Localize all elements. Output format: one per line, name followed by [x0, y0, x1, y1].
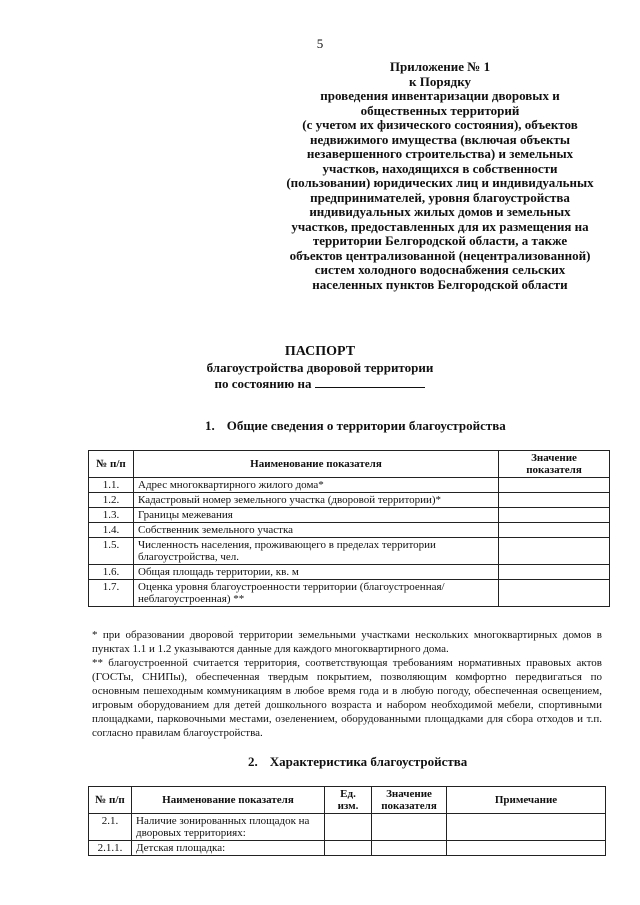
appendix-line: проведения инвентаризации дворовых и [320, 88, 560, 103]
row-note [447, 841, 606, 856]
appendix-line: недвижимого имущества (включая объекты [309, 131, 571, 147]
row-name: Собственник земельного участка [134, 523, 499, 538]
row-value [499, 538, 610, 565]
row-name: Оценка уровня благоустроенности территории (благоустроенная/ неблагоустроенная) ** [134, 580, 499, 607]
table-row [89, 841, 606, 856]
passport-title: ПАСПОРТ [284, 344, 356, 359]
row-num: 1.2. [89, 493, 134, 508]
row-num: 1.4. [89, 523, 134, 538]
appendix-line: территории Белгородской области, а также [312, 233, 568, 248]
row-value [499, 565, 610, 580]
row-unit [325, 814, 372, 841]
row-num: 1.6. [89, 565, 134, 580]
row-num: 2.1. [89, 814, 132, 841]
table-row [89, 508, 610, 523]
general-info-table [88, 450, 610, 607]
row-num: 1.7. [89, 580, 134, 607]
appendix-header [270, 60, 610, 292]
appendix-line: предпринимателей, уровня благоустройства [310, 189, 570, 205]
row-num: 1.5. [89, 538, 134, 565]
characteristics-table [88, 786, 606, 856]
row-note [447, 814, 606, 841]
row-name: Кадастровый номер земельного участка (дворовой территории)* [134, 493, 499, 508]
table-header-row [89, 451, 610, 478]
row-value [499, 508, 610, 523]
table-header-row [89, 787, 606, 814]
appendix-line: участков, предоставленных для их размещения на [291, 218, 589, 234]
section-2-heading [248, 754, 467, 770]
appendix-line: систем холодного водоснабжения сельских [314, 262, 566, 277]
passport-subtitle-block [0, 360, 640, 391]
col-header-note: Примечание [447, 787, 606, 814]
col-header-value: Значение показателя [499, 451, 610, 478]
section-1-number: 1. [205, 418, 215, 433]
col-header-value: Значение показателя [372, 787, 447, 814]
row-unit [325, 841, 372, 856]
row-value [499, 478, 610, 493]
appendix-line: (пользовании) юридических лиц и индивидуальных [286, 175, 594, 190]
col-header-num: № п/п [89, 451, 134, 478]
row-num: 1.1. [89, 478, 134, 493]
row-num: 2.1.1. [89, 841, 132, 856]
passport-as-of [0, 375, 640, 391]
table-row [89, 580, 610, 607]
footnotes [92, 628, 602, 740]
row-name: Общая площадь территории, кв. м [134, 565, 499, 580]
table-row [89, 565, 610, 580]
table-row [89, 523, 610, 538]
row-name: Детская площадка: [132, 841, 325, 856]
appendix-line: (с учетом их физического состояния), объектов [302, 117, 578, 132]
row-value [372, 814, 447, 841]
table-row [89, 814, 606, 841]
passport-subtitle: благоустройства дворовой территории [206, 360, 434, 375]
col-header-name: Наименование показателя [132, 787, 325, 814]
appendix-line: общественных территорий [360, 102, 520, 118]
appendix-line: незавершенного строительства) и земельных [306, 146, 574, 161]
appendix-line: индивидуальных жилых домов и земельных [309, 204, 571, 219]
appendix-line: населенных пунктов Белгородской области [312, 276, 568, 292]
section-2-title: Характеристика благоустройства [269, 754, 468, 769]
table-row [89, 478, 610, 493]
row-num: 1.3. [89, 508, 134, 523]
appendix-line: Приложение № 1 [389, 59, 491, 74]
footnote: ** благоустроенной считается территория, соответствующая требованиям нормативных правовых актов (ГОСТы, СНИПы), обеспеченная твердым покрытием, позволяющим комфортно передвигаться по основным пешеходным коммуникациям в любое время года и в любую погоду, обеспеченная освещением, игровым оборудованием для детей дошкольного возраста и набором необходимой мебели, спортивными площадками, парковочными местами, озеленением, оборудованными площадками для сбора отходов и т.п. согласно правилам благоустройства. [92, 657, 602, 739]
col-header-num: № п/п [89, 787, 132, 814]
row-name: Границы межевания [134, 508, 499, 523]
row-value [499, 493, 610, 508]
section-1-title: Общие сведения о территории благоустройства [226, 418, 506, 433]
appendix-line: к Порядку [409, 73, 471, 89]
row-value [499, 580, 610, 607]
section-2-number: 2. [248, 754, 258, 769]
appendix-line: объектов централизованной (нецентрализованной) [289, 247, 591, 263]
col-header-name: Наименование показателя [134, 451, 499, 478]
appendix-line: участков, находящихся в собственности [322, 160, 558, 176]
table-row [89, 493, 610, 508]
footnote: * при образовании дворовой территории земельными участками нескольких многоквартирных домов в пунктах 1.1 и 1.2 указываются данные для каждого многоквартирного дома. [92, 629, 602, 655]
row-value [372, 841, 447, 856]
section-1-heading [205, 418, 506, 434]
row-name: Численность населения, проживающего в пределах территории благоустройства, чел. [134, 538, 499, 565]
as-of-label: по состоянию на [214, 376, 312, 391]
row-name: Адрес многоквартирного жилого дома* [134, 478, 499, 493]
date-blank [315, 375, 425, 388]
table-row [89, 538, 610, 565]
col-header-unit: Ед. изм. [325, 787, 372, 814]
row-value [499, 523, 610, 538]
row-name: Наличие зонированных площадок на дворовых территориях: [132, 814, 325, 841]
page-number: 5 [316, 36, 324, 51]
